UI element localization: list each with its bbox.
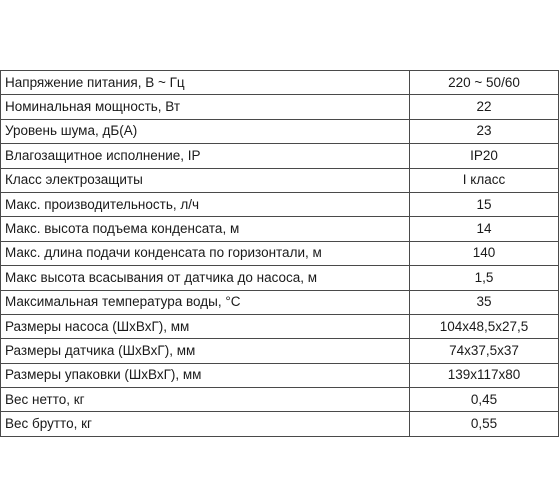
- table-row: [1, 266, 559, 290]
- spec-parameter-cell: Вес брутто, кг: [1, 412, 410, 436]
- spec-parameter-cell: Вес нетто, кг: [1, 388, 410, 412]
- table-row: [1, 241, 559, 265]
- spec-parameter-cell: Размеры упаковки (ШхВхГ), мм: [1, 363, 410, 387]
- table-row: [1, 119, 559, 143]
- spec-value-cell: I класс: [410, 168, 559, 192]
- spec-value-cell: 0,55: [410, 412, 559, 436]
- specifications-table: [0, 70, 559, 437]
- table-row: [1, 290, 559, 314]
- spec-parameter-cell: Макс. длина подачи конденсата по горизонтали, м: [1, 241, 410, 265]
- spec-parameter-cell: Макс высота всасывания от датчика до насоса, м: [1, 266, 410, 290]
- spec-value-cell: 1,5: [410, 266, 559, 290]
- spec-parameter-cell: Напряжение питания, В ~ Гц: [1, 71, 410, 95]
- spec-parameter-cell: Номинальная мощность, Вт: [1, 95, 410, 119]
- table-row: [1, 71, 559, 95]
- spec-parameter-cell: Уровень шума, дБ(А): [1, 119, 410, 143]
- table-row: [1, 144, 559, 168]
- table-row: [1, 192, 559, 216]
- spec-value-cell: 15: [410, 192, 559, 216]
- spec-parameter-cell: Макс. высота подъема конденсата, м: [1, 217, 410, 241]
- spec-value-cell: 104х48,5х27,5: [410, 314, 559, 338]
- spec-value-cell: 140: [410, 241, 559, 265]
- spec-value-cell: 74х37,5х37: [410, 339, 559, 363]
- spec-value-cell: 139х117х80: [410, 363, 559, 387]
- table-row: [1, 314, 559, 338]
- spec-value-cell: 22: [410, 95, 559, 119]
- specifications-table-body: [1, 71, 559, 437]
- spec-value-cell: 14: [410, 217, 559, 241]
- spec-value-cell: IP20: [410, 144, 559, 168]
- table-row: [1, 339, 559, 363]
- table-row: [1, 412, 559, 436]
- spec-parameter-cell: Класс электрозащиты: [1, 168, 410, 192]
- table-row: [1, 95, 559, 119]
- spec-parameter-cell: Размеры насоса (ШхВхГ), мм: [1, 314, 410, 338]
- table-row: [1, 217, 559, 241]
- spec-value-cell: 35: [410, 290, 559, 314]
- table-row: [1, 168, 559, 192]
- spec-parameter-cell: Максимальная температура воды, °С: [1, 290, 410, 314]
- table-row: [1, 363, 559, 387]
- table-row: [1, 388, 559, 412]
- spec-parameter-cell: Размеры датчика (ШхВхГ), мм: [1, 339, 410, 363]
- spec-value-cell: 220 ~ 50/60: [410, 71, 559, 95]
- spec-parameter-cell: Макс. производительность, л/ч: [1, 192, 410, 216]
- spec-parameter-cell: Влагозащитное исполнение, IP: [1, 144, 410, 168]
- spec-value-cell: 0,45: [410, 388, 559, 412]
- spec-value-cell: 23: [410, 119, 559, 143]
